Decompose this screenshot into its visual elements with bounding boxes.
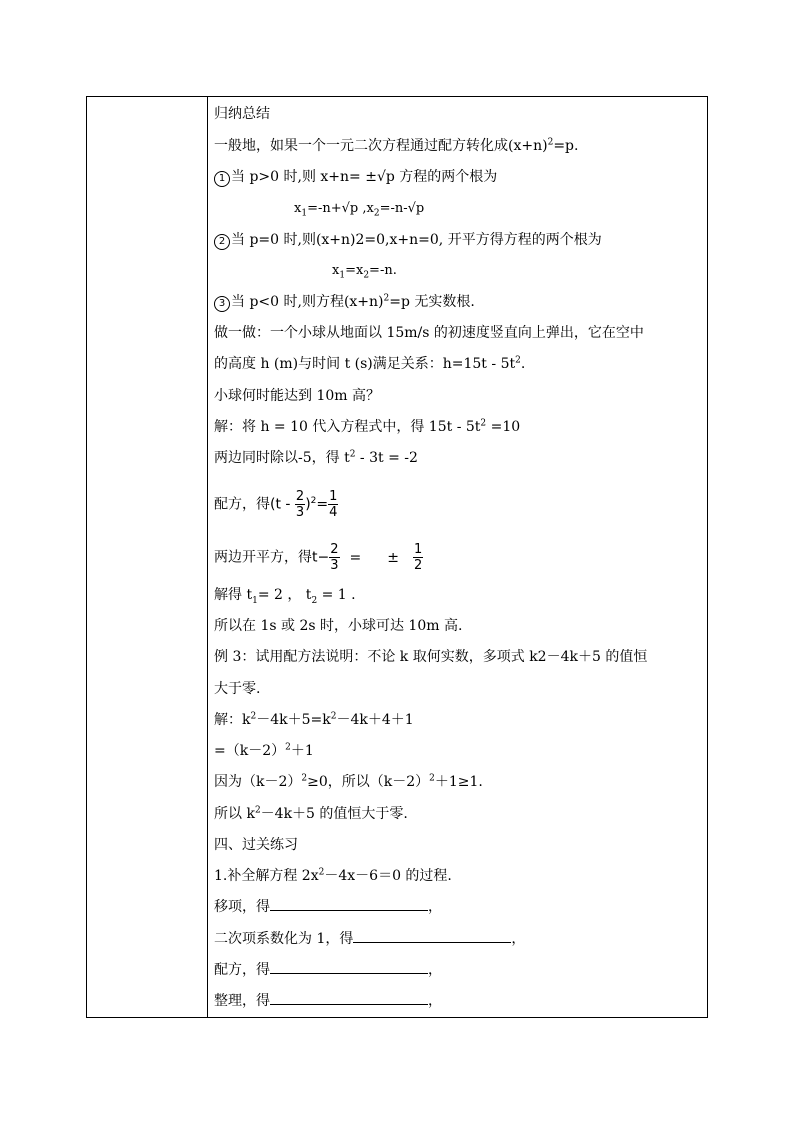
column-divider	[207, 97, 208, 1017]
practice-step-4: 整理，得 ，	[214, 993, 442, 1009]
case-1: 1 当 p>0 时,则 x+n= ±√p 方程的两个根为	[214, 168, 497, 187]
answer-blank-1[interactable]	[270, 898, 428, 911]
fraction-one-half: $\frac{1}{2}$	[413, 542, 423, 573]
practice-step-3: 配方，得 ，	[214, 962, 442, 978]
solution-step-5: 解得 $t_1= 2$ ， $t_2 = 1$ .	[214, 587, 356, 606]
example-3-solution-1: 解：$k^2-4k+5=k^2-4k+4+1$	[214, 711, 414, 728]
practice-question-1: 1.补全解方程 $2x^2-4x-6=0$ 的过程.	[214, 867, 452, 884]
example-3-solution-4: 所以 $k^2-4k+5$ 的值恒大于零.	[214, 805, 408, 822]
case-2-roots: $x_1=x_2=-n$.	[332, 263, 397, 281]
activity-line-1: 做一做：一个小球从地面以 15m/s 的初速度竖直向上弹出，它在空中	[214, 325, 644, 341]
case-2: 2 当 p=0 时,则(x+n)2=0,x+n=0, 开平方得方程的两个根为	[214, 231, 602, 250]
practice-heading: 四、过关练习	[214, 837, 298, 853]
solution-step-2: 两边同时除以-5，得 $t^2 - 3t = -2$	[214, 449, 418, 466]
fraction-two-thirds: $\frac{2}{3}$	[295, 489, 305, 520]
answer-blank-4[interactable]	[270, 992, 428, 1005]
example-3-line-1: 例 3：试用配方法说明：不论 k 取何实数，多项式 k2－4k＋5 的值恒	[214, 649, 648, 665]
fraction-two-thirds-b: $\frac{2}{3}$	[330, 542, 339, 573]
circled-number-1: 1	[214, 171, 230, 187]
activity-question: 小球何时能达到 10m 高？	[214, 388, 380, 404]
activity-line-2: 的高度 h (m)与时间 t (s)满足关系：$h=15t - 5t^2$.	[214, 355, 526, 372]
solution-step-3: 配方，得(t - $\frac{2}{3}$ )$^2$= $\frac{1}{4}$	[214, 489, 338, 520]
solution-step-4: 两边开平方，得t− $\frac{2}{3}$ = ± $\frac{1}{2}$	[214, 542, 423, 573]
circled-number-2: 2	[214, 234, 230, 250]
answer-blank-2[interactable]	[353, 930, 511, 943]
activity-conclusion: 所以在 1s 或 2s 时，小球可达 10m 高.	[214, 618, 463, 634]
practice-step-1: 移项，得 ，	[214, 899, 442, 915]
example-3-solution-2: $=(k-2)^2+1$	[214, 742, 314, 759]
example-3-line-2: 大于零.	[214, 681, 261, 697]
fraction-one-quarter: $\frac{1}{4}$	[329, 489, 338, 520]
case-3: 3 当 p<0 时,则方程$(x+n)^2=p$ 无实数根.	[214, 293, 475, 312]
solution-step-1: 解：将 h = 10 代入方程式中，得 $15t - 5t^2 =10$	[214, 418, 521, 435]
case-1-roots: $x_1=-n+√p$ $,x_2=-n-√p$	[294, 201, 425, 219]
example-3-solution-3: 因为$(k-2)^2\ge 0$，所以$(k-2)^2+1\ge 1$.	[214, 773, 483, 790]
section-title: 归纳总结	[214, 106, 270, 122]
summary-intro: 一般地，如果一个一元二次方程通过配方转化成$(x+n)^2=p$.	[214, 137, 579, 154]
circled-number-3: 3	[214, 296, 230, 312]
answer-blank-3[interactable]	[270, 961, 428, 974]
practice-step-2: 二次项系数化为 1，得 ，	[214, 931, 526, 947]
